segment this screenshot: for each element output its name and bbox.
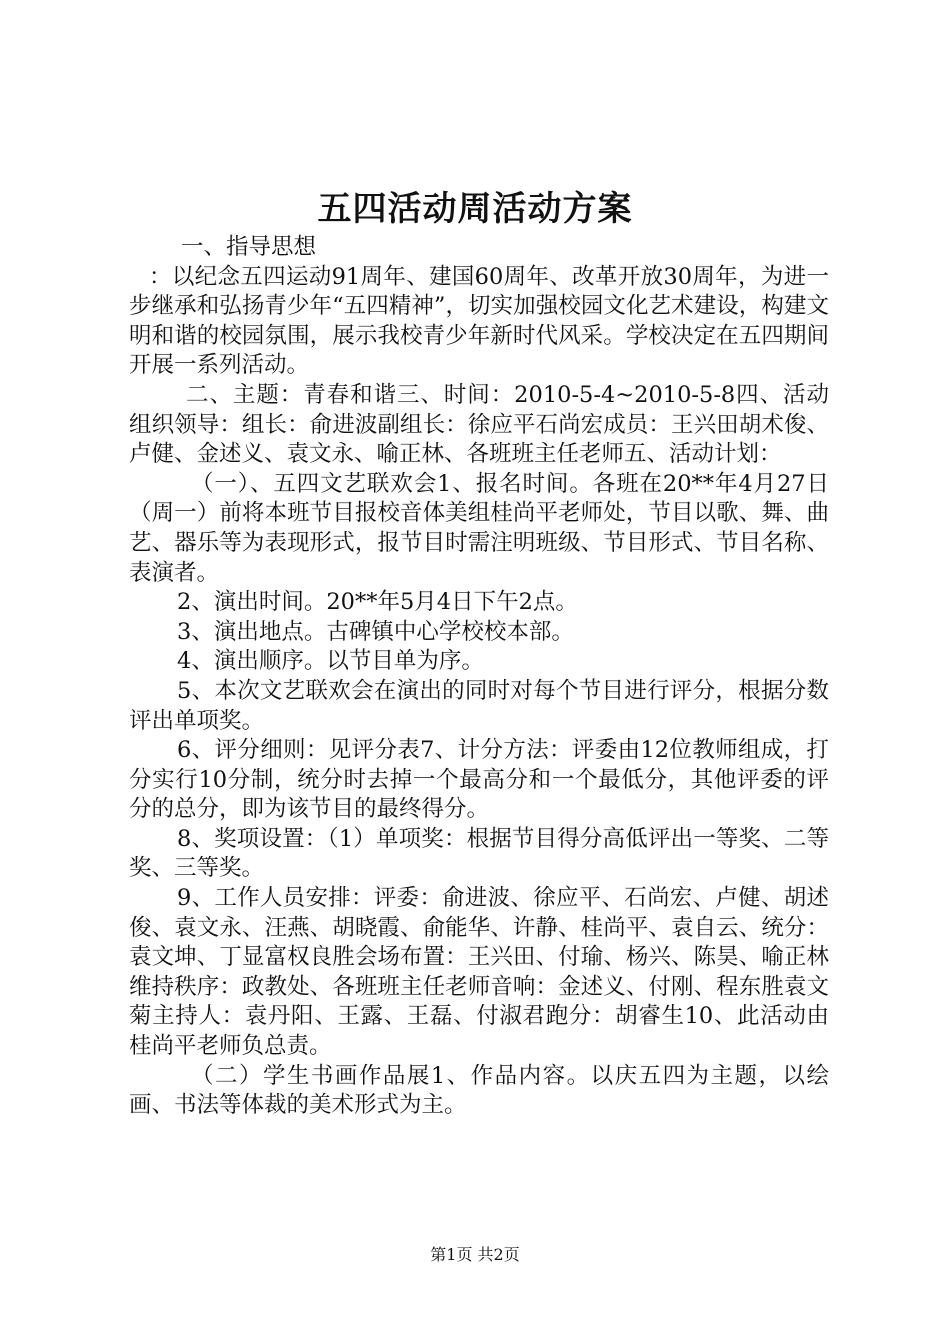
paragraph-awards: 8、奖项设置：（1）单项奖：根据节目得分高低评出一等奖、二等奖、三等奖。 <box>129 825 829 882</box>
paragraph-guiding-heading: 一、指导思想 <box>181 234 317 260</box>
paragraph-guiding-text: ：以纪念五四运动91周年、建国60周年、改革开放30周年，为进一步继承和弘扬青少年“五四精神”，切实加强校园文化艺术建设，构建文明和谐的校园氛围，展示我校青少年新时代风采。学校决定在五四期间开展一系列活动。 <box>129 263 829 379</box>
document-body <box>129 233 829 1121</box>
paragraph-theme-time-leaders: 二、主题：青春和谐三、时间：2010-5-4~2010-5-8四、活动组织领导：组长：俞进波副组长：徐应平石尚宏成员：王兴田胡术俊、卢健、金述义、袁文永、喻正林、各班班主任老师五、活动计划： <box>129 381 829 468</box>
page-footer: 第1页 共2页 <box>430 1245 520 1264</box>
paragraph-show-order: 4、演出顺序。以节目单为序。 <box>177 648 484 675</box>
paragraph-scoring-intro: 5、本次文艺联欢会在演出的同时对每个节目进行评分，根据分数评出单项奖。 <box>129 677 829 734</box>
paragraph-show-time: 2、演出时间。20**年5月4日下午2点。 <box>177 589 578 616</box>
document-title: 五四活动周活动方案 <box>317 189 633 229</box>
paragraph-gala-registration: （一）、五四文艺联欢会1、报名时间。各班在20**年4月27日（周一）前将本班节目报校音体美组桂尚平老师处，节目以歌、舞、曲艺、器乐等为表现形式，报节目时需注明班级、节目形式、节目名称、表演者。 <box>129 470 829 586</box>
paragraph-show-location: 3、演出地点。古碑镇中心学校校本部。 <box>177 618 574 645</box>
paragraph-scoring-rules: 6、评分细则：见评分表7、计分方法：评委由12位教师组成，打分实行10分制，统分时去掉一个最高分和一个最低分，其他评委的评分的总分，即为该节目的最终得分。 <box>129 737 829 823</box>
paragraph-art-exhibition: （二）学生书画作品展1、作品内容。以庆五四为主题，以绘画、书法等体裁的美术形式为主。 <box>129 1062 829 1119</box>
paragraph-staff: 9、工作人员安排：评委：俞进波、徐应平、石尚宏、卢健、胡述俊、袁文永、汪燕、胡晓霞、俞能华、许静、桂尚平、袁自云、统分：袁文坤、丁显富权良胜会场布置：王兴田、付瑜、杨兴、陈昊、喻正林维持秩序：政教处、各班班主任老师音响：金述义、付刚、程东胜袁文菊主持人：袁丹阳、王露、王磊、付淑君跑分：胡睿生10、此活动由桂尚平老师负总责。 <box>129 885 829 1060</box>
